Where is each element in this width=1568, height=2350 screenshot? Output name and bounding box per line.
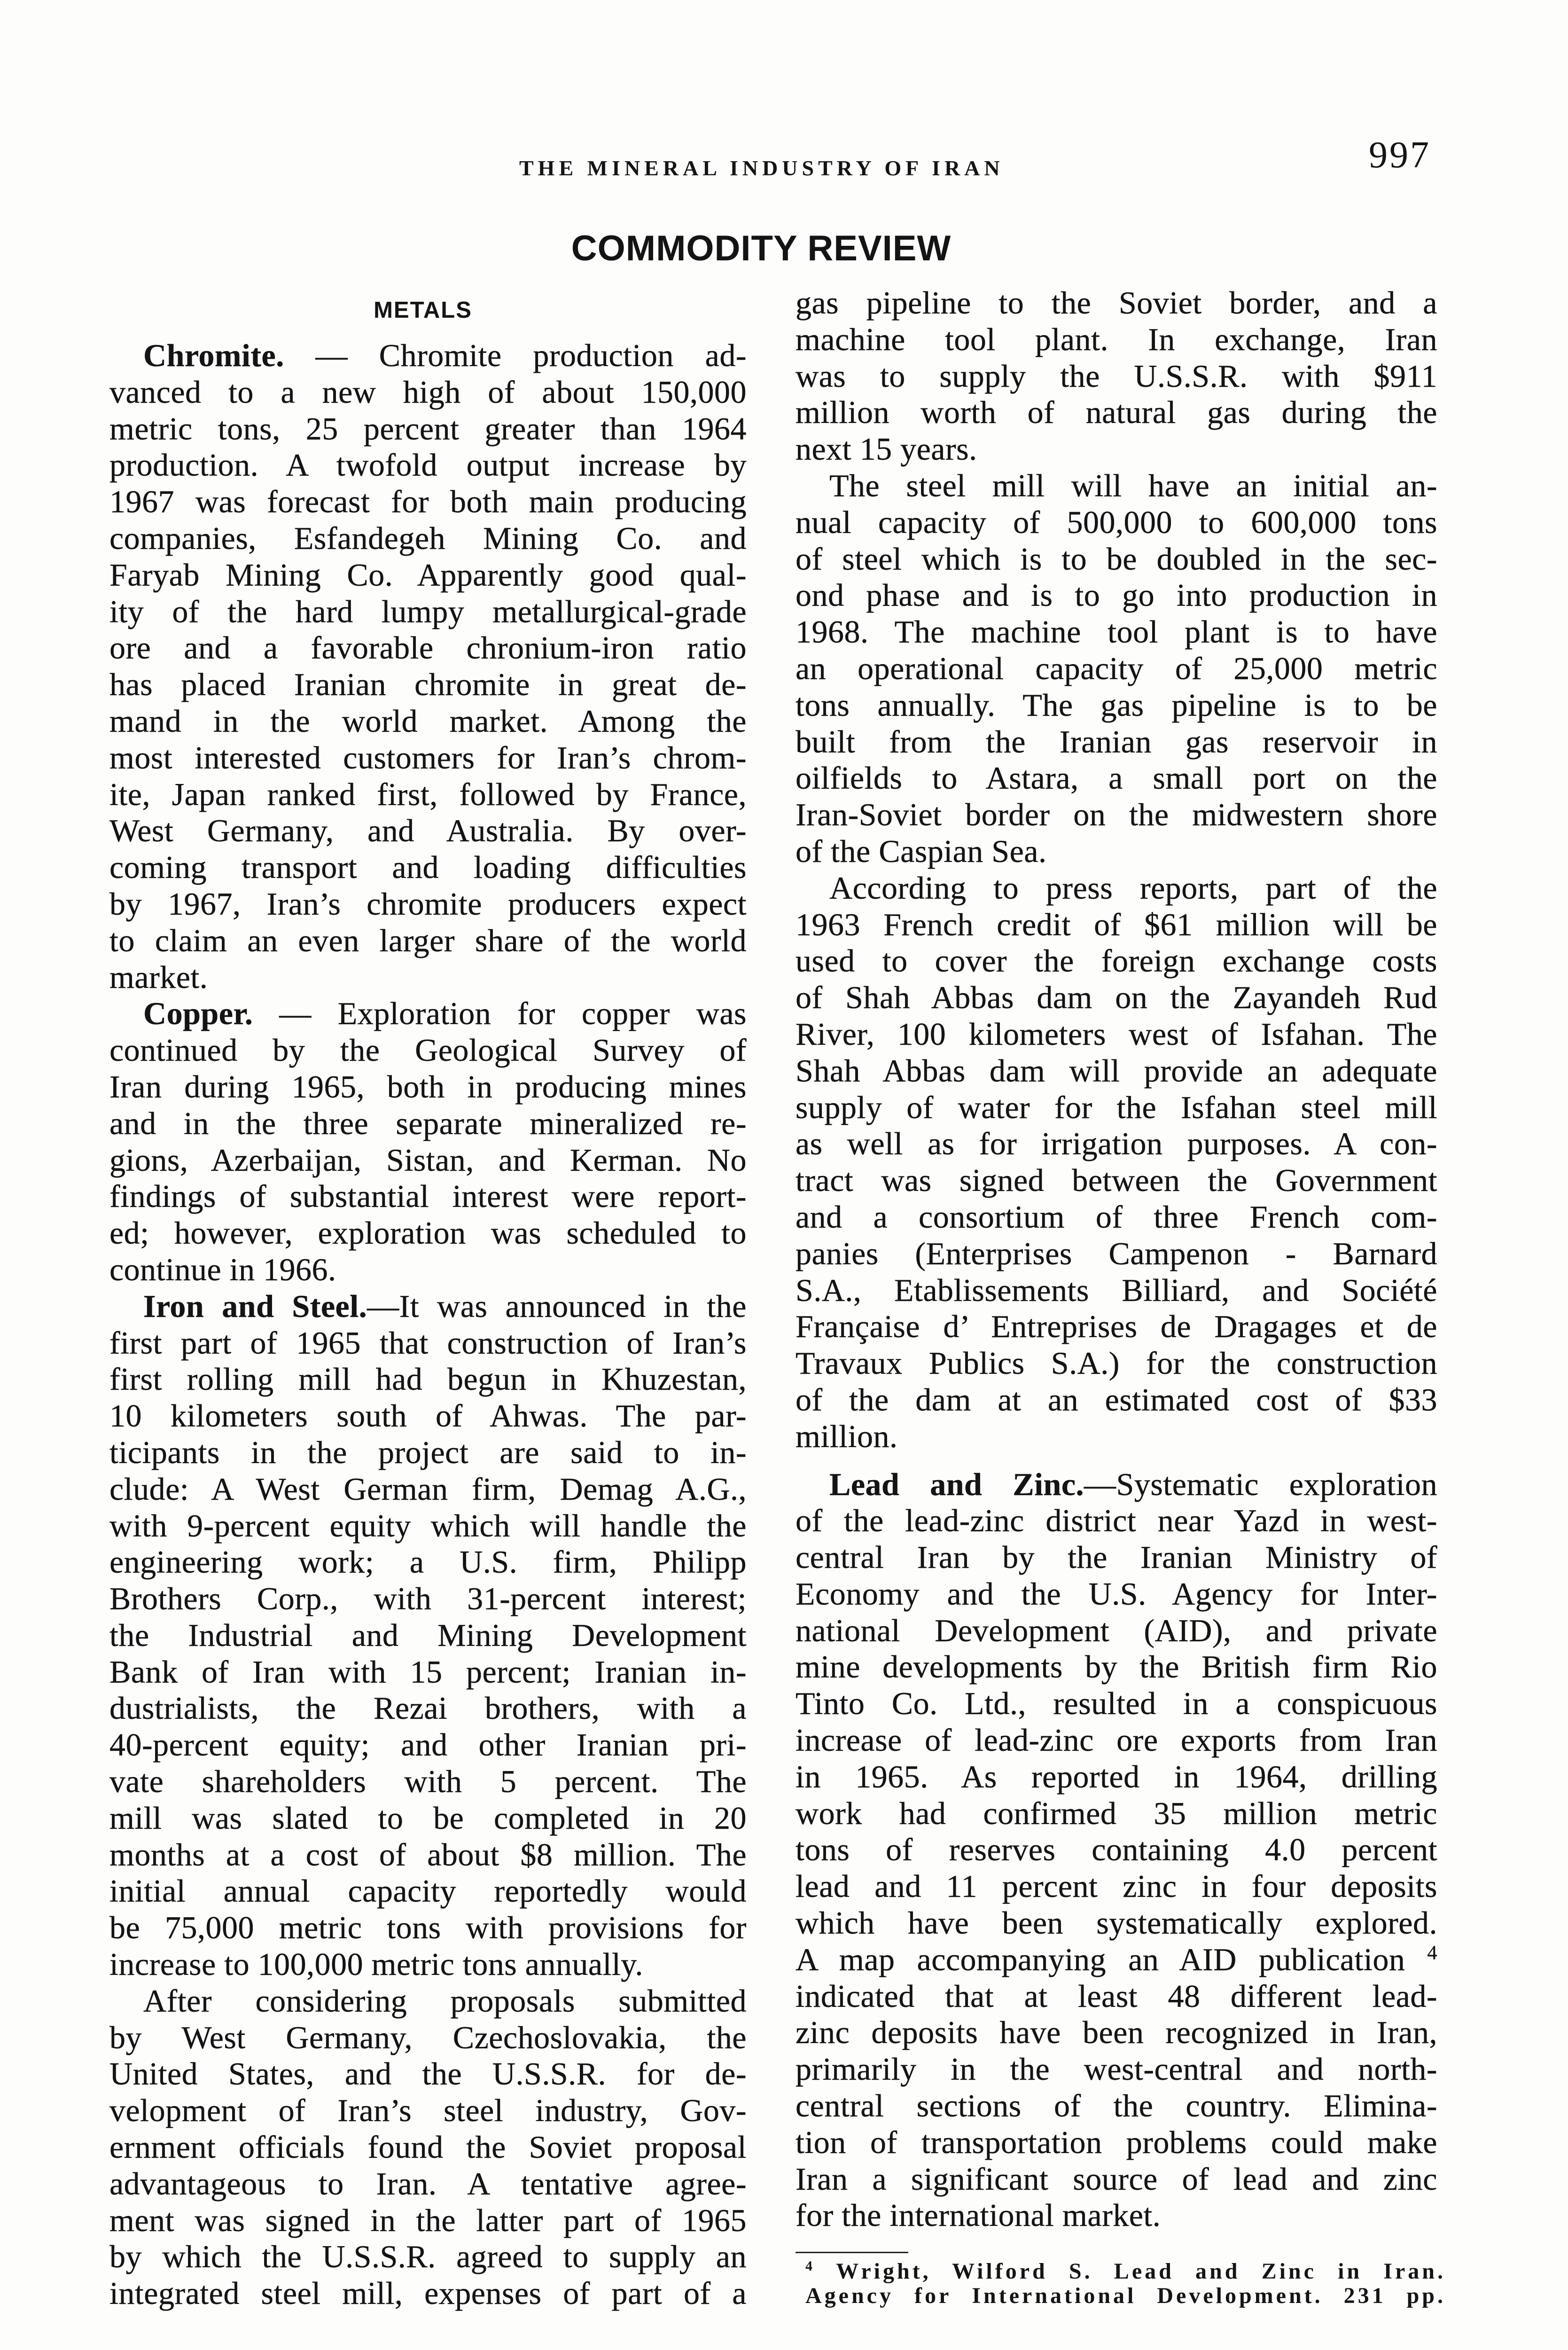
line-text: Iran-Soviet border on the midwestern shore <box>796 797 1437 833</box>
text-line <box>796 1759 1437 1795</box>
text-line <box>109 1069 747 1105</box>
line-text: ticipants in the project are said to in- <box>109 1434 747 1470</box>
line-text: used to cover the foreign exchange costs <box>796 943 1437 979</box>
line-text: West Germany, and Australia. By over- <box>109 813 747 849</box>
text-line <box>109 2129 747 2166</box>
line-text: 1968. The machine tool plant is to have <box>796 614 1437 650</box>
text-line <box>109 1727 747 1763</box>
line-text: which have been systematically explored. <box>796 1905 1437 1941</box>
line-text: engineering work; a U.S. firm, Philipp <box>109 1544 747 1580</box>
line-text: for the international market. <box>796 2197 1161 2233</box>
line-text: continued by the Geological Survey of <box>109 1032 747 1068</box>
line-text: After considering proposals submitted <box>143 1982 747 2019</box>
text-line <box>109 1325 747 1362</box>
text-line <box>109 923 747 959</box>
text-line <box>796 1832 1437 1868</box>
footnote-reference: 4 <box>1427 1942 1437 1964</box>
footnote-line <box>805 2259 1446 2284</box>
line-text: S.A., Etablissements Billiard, and Société <box>796 1272 1437 1308</box>
text-line <box>109 2202 747 2239</box>
line-text: tract was signed between the Government <box>796 1162 1437 1198</box>
text-line <box>796 979 1437 1016</box>
paragraph <box>796 468 1437 870</box>
text-line <box>796 541 1437 578</box>
text-line <box>109 849 747 886</box>
text-line <box>796 1795 1437 1832</box>
running-head-title: THE MINERAL INDUSTRY OF IRAN <box>519 156 1004 180</box>
text-line <box>796 943 1437 979</box>
line-text: 1967 was forecast for both main producing <box>109 484 747 520</box>
right-column <box>796 285 1437 2234</box>
text-line <box>796 321 1437 358</box>
text-line <box>109 1873 747 1910</box>
text-line <box>109 1763 747 1800</box>
text-line <box>796 614 1437 650</box>
text-line <box>796 1345 1437 1382</box>
paragraph-lead: Iron and Steel. <box>143 1288 367 1324</box>
line-text: —It was announced in the <box>367 1288 747 1324</box>
text-line <box>109 1946 747 1983</box>
line-text: Française d’ Entreprises de Dragages et de <box>796 1308 1437 1345</box>
line-text: mine developments by the British firm Rio <box>796 1649 1437 1685</box>
text-line <box>796 1162 1437 1199</box>
line-text: Tinto Co. Ltd., resulted in a conspicuous <box>796 1685 1437 1722</box>
line-text: continue in 1966. <box>109 1251 336 1287</box>
text-line <box>796 2051 1437 2088</box>
text-line <box>109 2092 747 2129</box>
line-text: ore and a favorable chronium-iron ratio <box>109 630 747 666</box>
text-line <box>109 520 747 557</box>
line-text: companies, Esfandegeh Mining Co. and <box>109 520 747 556</box>
line-text: Shah Abbas dam will provide an adequate <box>796 1052 1437 1089</box>
paragraph <box>109 337 747 995</box>
line-text: production. A twofold output increase by <box>109 447 747 483</box>
text-line <box>109 1178 747 1215</box>
text-line <box>109 1032 747 1069</box>
line-text: tion of transportation problems could make <box>796 2124 1437 2160</box>
paragraph-lead: Copper. <box>143 995 253 1032</box>
line-text: Iran a significant source of lead and zinc <box>796 2161 1437 2197</box>
text-line <box>796 358 1437 395</box>
line-text: ond phase and is to go into production in <box>796 577 1437 613</box>
text-line <box>796 687 1437 724</box>
line-text: — Chromite production ad- <box>284 337 747 373</box>
paragraph <box>796 285 1437 468</box>
line-text: Bank of Iran with 15 percent; Iranian in- <box>109 1653 747 1690</box>
text-line <box>109 1215 747 1252</box>
text-line <box>109 2056 747 2092</box>
text-line <box>109 411 747 447</box>
line-text: by which the U.S.S.R. agreed to supply an <box>109 2239 747 2275</box>
line-text: gas pipeline to the Soviet border, and a <box>796 285 1437 321</box>
text-line <box>109 1508 747 1544</box>
line-text: ite, Japan ranked first, followed by France, <box>109 776 747 812</box>
line-text: A map accompanying an AID publication <box>796 1941 1428 1977</box>
line-text: gions, Azerbaijan, Sistan, and Kerman. No <box>109 1142 747 1178</box>
text-line <box>109 2239 747 2275</box>
text-line <box>109 337 747 374</box>
section-title: COMMODITY REVIEW <box>571 228 952 268</box>
line-text: Brothers Corp., with 31-percent interest; <box>109 1581 747 1617</box>
line-text: central Iran by the Iranian Ministry of <box>796 1539 1437 1575</box>
paragraph <box>796 870 1437 1455</box>
line-text: lead and 11 percent zinc in four deposits <box>796 1868 1437 1904</box>
text-line <box>796 285 1437 321</box>
text-line <box>109 1544 747 1581</box>
footnote-rule <box>796 2252 908 2253</box>
footnote-line <box>805 2284 1446 2308</box>
text-line <box>109 484 747 520</box>
paragraph-lead: Lead and Zinc. <box>829 1466 1084 1502</box>
text-line <box>109 776 747 813</box>
line-text: indicated that at least 48 different lead- <box>796 1978 1437 2014</box>
text-line <box>796 2161 1437 2198</box>
paragraph <box>109 1288 747 1983</box>
text-line <box>796 1649 1437 1685</box>
text-line <box>796 431 1437 468</box>
line-text: coming transport and loading difficulties <box>109 849 747 885</box>
line-text: tons annually. The gas pipeline is to be <box>796 687 1437 723</box>
text-line <box>796 1539 1437 1576</box>
text-line <box>109 2020 747 2056</box>
line-text: tons of reserves containing 4.0 percent <box>796 1832 1437 1868</box>
text-line <box>109 1434 747 1471</box>
text-line <box>109 886 747 923</box>
text-line <box>109 1252 747 1288</box>
line-text: supply of water for the Isfahan steel mill <box>796 1089 1437 1125</box>
text-line <box>109 1910 747 1946</box>
line-text: 40-percent equity; and other Iranian pri- <box>109 1727 747 1763</box>
line-text: and a consortium of three French com- <box>796 1198 1437 1235</box>
text-line <box>796 833 1437 870</box>
text-line <box>796 907 1437 943</box>
text-line <box>109 1142 747 1179</box>
line-text: 1963 French credit of $61 million will be <box>796 906 1437 942</box>
text-line <box>109 1581 747 1617</box>
text-line <box>109 447 747 484</box>
text-line <box>796 797 1437 833</box>
line-text: According to press reports, part of the <box>829 870 1437 906</box>
line-text: mill was slated to be completed in 20 <box>109 1800 747 1836</box>
line-text: integrated steel mill, expenses of part of a <box>109 2275 747 2311</box>
text-line <box>796 1199 1437 1236</box>
footnote-text: Agency for International Development. 231 pp. <box>805 2283 1446 2308</box>
text-line <box>796 1868 1437 1905</box>
line-text: first part of 1965 that construction of Iran’s <box>109 1324 747 1361</box>
line-text: ity of the hard lumpy metallurgical-grade <box>109 593 747 629</box>
line-text: by 1967, Iran’s chromite producers expect <box>109 885 747 922</box>
line-text: of steel which is to be doubled in the sec- <box>796 540 1437 577</box>
paragraph <box>796 1466 1437 2234</box>
line-text: has placed Iranian chromite in great de- <box>109 666 747 703</box>
text-line <box>109 959 747 996</box>
line-text: in 1965. As reported in 1964, drilling <box>796 1758 1437 1794</box>
line-text: of the dam at an estimated cost of $33 <box>796 1381 1437 1418</box>
text-line <box>109 1654 747 1691</box>
footnote-marker: 4 <box>805 2258 815 2274</box>
text-line <box>796 870 1437 907</box>
text-line <box>109 1471 747 1508</box>
line-text: be 75,000 metric tons with provisions for <box>109 1910 747 1946</box>
text-line <box>796 2124 1437 2161</box>
footnote-text: Wright, Wilford S. Lead and Zinc in Iran. <box>836 2259 1446 2284</box>
text-line <box>796 577 1437 614</box>
line-text: increase to 100,000 metric tons annually. <box>109 1946 643 1982</box>
line-text: Iran during 1965, both in producing mines <box>109 1068 747 1104</box>
line-text: with 9-percent equity which will handle the <box>109 1507 747 1543</box>
text-line <box>109 374 747 411</box>
text-line <box>109 740 747 776</box>
text-line <box>796 650 1437 687</box>
line-text: first rolling mill had begun in Khuzestan, <box>109 1361 747 1397</box>
line-text: advantageous to Iran. A tentative agree- <box>109 2165 747 2201</box>
text-line <box>109 703 747 740</box>
line-text: ernment officials found the Soviet proposal <box>109 2129 747 2165</box>
paragraph <box>109 1983 747 2312</box>
text-line <box>796 468 1437 504</box>
line-text: national Development (AID), and private <box>796 1612 1437 1648</box>
line-text: an operational capacity of 25,000 metric <box>796 650 1437 686</box>
text-line <box>796 2014 1437 2051</box>
line-text: market. <box>109 959 208 995</box>
left-column <box>109 337 747 2312</box>
text-line <box>109 557 747 594</box>
text-line <box>796 760 1437 797</box>
text-line <box>796 1053 1437 1089</box>
text-line <box>796 1466 1437 1503</box>
subsection-title: METALS <box>374 298 472 323</box>
line-text: zinc deposits have been recognized in Iran, <box>796 2014 1437 2051</box>
line-text: ed; however, exploration was scheduled to <box>109 1215 747 1251</box>
text-line <box>109 1361 747 1398</box>
text-line <box>796 1382 1437 1418</box>
line-text: central sections of the country. Elimina- <box>796 2088 1437 2124</box>
text-line <box>109 594 747 630</box>
text-line <box>109 1837 747 1873</box>
line-text: 10 kilometers south of Ahwas. The par- <box>109 1398 747 1434</box>
text-line <box>796 1576 1437 1613</box>
line-text: most interested customers for Iran’s chrom- <box>109 739 747 776</box>
text-line <box>109 1690 747 1727</box>
text-line <box>109 1288 747 1325</box>
text-line <box>109 2166 747 2202</box>
text-line <box>796 724 1437 760</box>
line-text: velopment of Iran’s steel industry, Gov- <box>109 2092 747 2129</box>
line-text: vanced to a new high of about 150,000 <box>109 374 747 410</box>
line-text: increase of lead-zinc ore exports from Iran <box>796 1722 1437 1758</box>
line-text: initial annual capacity reportedly would <box>109 1873 747 1909</box>
text-line <box>796 394 1437 431</box>
text-line <box>796 2197 1437 2234</box>
page-number: 997 <box>1369 134 1431 176</box>
line-text: million worth of natural gas during the <box>796 394 1437 431</box>
paragraph <box>109 995 747 1288</box>
text-line <box>796 1722 1437 1759</box>
line-text: work had confirmed 35 million metric <box>796 1795 1437 1831</box>
line-text: built from the Iranian gas reservoir in <box>796 723 1437 760</box>
text-line <box>796 1016 1437 1053</box>
text-line <box>796 1418 1437 1455</box>
text-line <box>109 1398 747 1434</box>
text-line <box>796 1942 1437 1978</box>
text-line <box>796 1272 1437 1309</box>
line-text: Economy and the U.S. Agency for Inter- <box>796 1575 1437 1612</box>
line-text: oilfields to Astara, a small port on the <box>796 760 1437 796</box>
line-text: the Industrial and Mining Development <box>109 1617 747 1653</box>
line-text: vate shareholders with 5 percent. The <box>109 1763 747 1800</box>
line-text: as well as for irrigation purposes. A con- <box>796 1126 1437 1162</box>
line-text: of the lead-zinc district near Yazd in west- <box>796 1503 1437 1539</box>
text-line <box>796 1685 1437 1722</box>
line-text: machine tool plant. In exchange, Iran <box>796 321 1437 357</box>
line-text: —Systematic exploration <box>1084 1466 1437 1502</box>
text-line <box>109 630 747 666</box>
line-text: metric tons, 25 percent greater than 1964 <box>109 410 747 446</box>
text-line <box>796 1236 1437 1272</box>
line-text: United States, and the U.S.S.R. for de- <box>109 2056 747 2092</box>
line-text: Faryab Mining Co. Apparently good qual- <box>109 556 747 593</box>
line-text: — Exploration for copper was <box>253 995 747 1032</box>
text-line <box>796 1126 1437 1162</box>
text-line <box>109 2275 747 2312</box>
text-line <box>109 666 747 703</box>
text-line <box>109 1105 747 1142</box>
line-text: and in the three separate mineralized re- <box>109 1105 747 1141</box>
text-line <box>796 1978 1437 2015</box>
line-text: clude: A West German firm, Demag A.G., <box>109 1471 747 1507</box>
line-text: months at a cost of about $8 million. The <box>109 1836 747 1872</box>
line-text: findings of substantial interest were report- <box>109 1178 747 1214</box>
line-text: mand in the world market. Among the <box>109 703 747 739</box>
text-line <box>796 2088 1437 2124</box>
line-text: to claim an even larger share of the world <box>109 922 747 958</box>
text-line <box>796 504 1437 541</box>
text-line <box>109 995 747 1032</box>
text-line <box>796 1613 1437 1649</box>
line-text: River, 100 kilometers west of Isfahan. The <box>796 1016 1437 1052</box>
line-text: million. <box>796 1418 898 1454</box>
line-text: next 15 years. <box>796 431 977 467</box>
line-text: by West Germany, Czechoslovakia, the <box>109 2019 747 2055</box>
line-text: The steel mill will have an initial an- <box>829 467 1437 503</box>
text-line <box>796 1089 1437 1126</box>
line-text: dustrialists, the Rezai brothers, with a <box>109 1690 747 1726</box>
text-line <box>109 1983 747 2020</box>
text-line <box>796 1308 1437 1345</box>
paragraph-lead: Chromite. <box>143 337 284 373</box>
line-text: nual capacity of 500,000 to 600,000 tons <box>796 504 1437 540</box>
line-text: primarily in the west-central and north- <box>796 2051 1437 2087</box>
text-line <box>796 1503 1437 1539</box>
line-text: of Shah Abbas dam on the Zayandeh Rud <box>796 979 1437 1016</box>
text-line <box>109 1617 747 1654</box>
line-text: of the Caspian Sea. <box>796 833 1047 869</box>
line-text: Travaux Publics S.A.) for the construction <box>796 1345 1437 1381</box>
text-line <box>109 1800 747 1837</box>
line-text: ment was signed in the latter part of 1965 <box>109 2202 747 2238</box>
text-line <box>796 1905 1437 1942</box>
footnote <box>805 2259 1446 2308</box>
line-text: panies (Enterprises Campenon - Barnard <box>796 1235 1437 1271</box>
text-line <box>109 813 747 849</box>
line-text: was to supply the U.S.S.R. with $911 <box>796 358 1437 394</box>
